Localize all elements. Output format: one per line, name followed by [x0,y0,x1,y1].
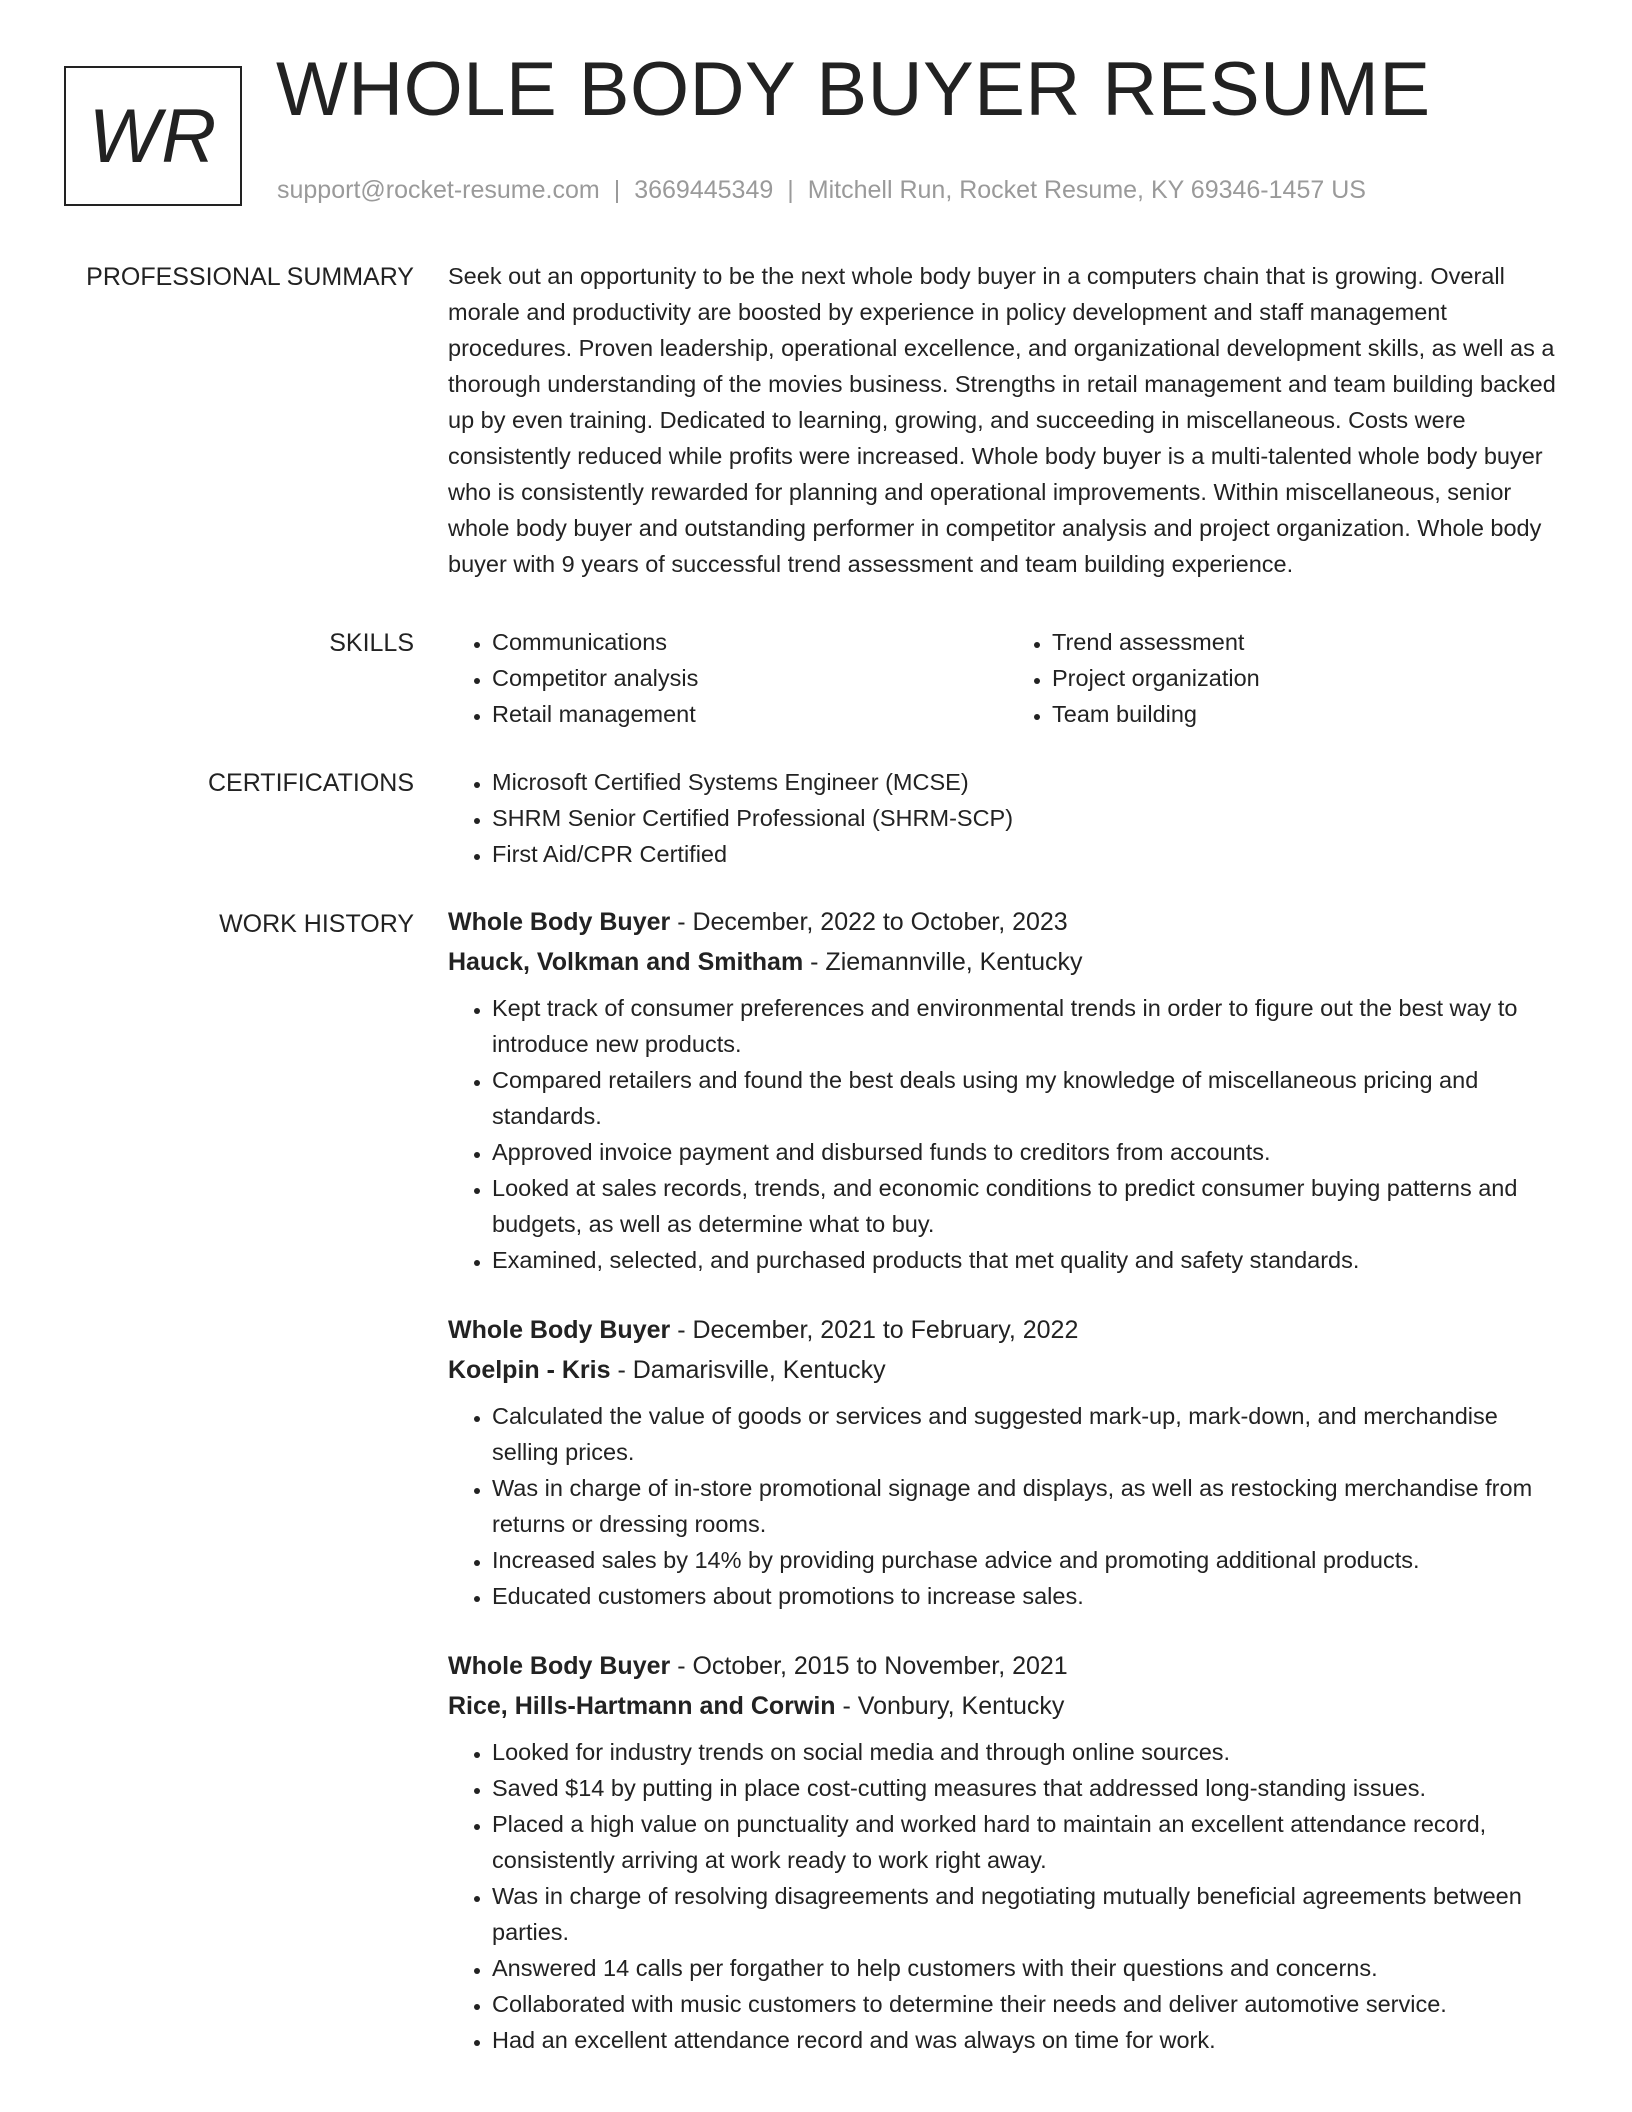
section-label: PROFESSIONAL SUMMARY [86,263,414,291]
certification-item: • SHRM Senior Certified Professional (SHRM-SCP) [492,800,1568,836]
section-body [448,258,1568,582]
section-body [448,902,1568,2090]
contact-separator: | [787,176,794,204]
job-bullet: • Approved invoice payment and disbursed funds to creditors from accounts. [492,1134,1568,1170]
monogram-box [64,66,242,206]
job-dates: - October, 2015 to November, 2021 [670,1652,1068,1680]
certification-item: • First Aid/CPR Certified [492,836,1568,872]
job-title: Whole Body Buyer [448,1316,671,1344]
resume-content [0,258,1632,2090]
job-company: Hauck, Volkman and Smitham [448,948,804,976]
job-company: Koelpin - Kris [448,1356,611,1384]
job-bullet: • Calculated the value of goods or services and suggested mark-up, mark-down, and merchandise selling prices. [492,1398,1568,1470]
job-bullet: • Looked for industry trends on social media and through online sources. [492,1734,1568,1770]
job-bullet: • Was in charge of resolving disagreements and negotiating mutually beneficial agreements between parties. [492,1878,1568,1950]
job-bullet: • Had an excellent attendance record and was always on time for work. [492,2022,1568,2058]
contact-address: Mitchell Run, Rocket Resume, KY 69346-1457 US [807,176,1366,204]
skill-item: • Project organization [1052,660,1568,696]
job-bullet: • Examined, selected, and purchased products that met quality and safety standards. [492,1242,1568,1278]
summary-text: Seek out an opportunity to be the next whole body buyer in a computers chain that is growing. Overall morale and productivity are boosted by experience in policy development and staff management procedures. Proven leadership, operational excellence, and organizational development skills, as well as a thorough understanding of the movies business. Strengths in retail management and team building backed up by even training. Dedicated to learning, growing, and succeeding in miscellaneous. Costs were consistently reduced while profits were increased. Whole body buyer is a multi-talented whole body buyer who is consistently rewarded for planning and operational improvements. Within miscellaneous, senior whole body buyer and outstanding performer in competitor analysis and project organization. Whole body buyer with 9 years of successful trend assessment and team building experience. [448,263,1556,577]
job-bullets [448,1398,1568,1614]
job-bullet: • Looked at sales records, trends, and economic conditions to predict consumer buying patterns and budgets, as well as determine what to buy. [492,1170,1568,1242]
job-bullet: • Saved $14 by putting in place cost-cutting measures that addressed long-standing issues. [492,1770,1568,1806]
skill-item: • Communications [492,624,1008,660]
skills-list-right [1008,624,1568,732]
section-certifications [0,764,1632,872]
monogram-initials: WR [88,93,218,179]
job-bullet: • Increased sales by 14% by providing purchase advice and promoting additional products. [492,1542,1568,1578]
job-company-line [448,942,1568,982]
resume-title: WHOLE BODY BUYER RESUME [276,47,1431,132]
job-bullet: • Placed a high value on punctuality and worked hard to maintain an excellent attendance record, consistently arriving at work ready to work right away. [492,1806,1568,1878]
job-title: Whole Body Buyer [448,1652,671,1680]
job-bullets [448,990,1568,1278]
contact-line [277,176,1366,205]
section-body [448,764,1568,872]
contact-separator: | [613,176,621,204]
job-location: - Damarisville, Kentucky [610,1356,886,1384]
job-company-line [448,1350,1568,1390]
certifications-list [448,764,1568,872]
section-skills [0,624,1632,732]
job-bullet: • Kept track of consumer preferences and environmental trends in order to figure out the best way to introduce new products. [492,990,1568,1062]
job-entry [448,1310,1568,1614]
section-label: CERTIFICATIONS [207,769,414,797]
job-title-line [448,1646,1568,1686]
job-bullet: • Educated customers about promotions to increase sales. [492,1578,1568,1614]
job-company: Rice, Hills-Hartmann and Corwin [448,1692,836,1720]
job-bullet: • Collaborated with music customers to determine their needs and deliver automotive service. [492,1986,1568,2022]
job-title-line [448,902,1568,942]
skills-columns [448,624,1568,732]
job-entry [448,902,1568,1278]
section-work-history [0,902,1632,2090]
section-label: SKILLS [329,629,414,657]
certification-item: • Microsoft Certified Systems Engineer (MCSE) [492,764,1568,800]
contact-phone[interactable]: 3669445349 [634,176,774,204]
job-entry [448,1646,1568,2058]
job-dates: - December, 2021 to February, 2022 [670,1316,1079,1344]
skill-item: • Team building [1052,696,1568,732]
job-dates: - December, 2022 to October, 2023 [670,908,1068,936]
skills-list-left [448,624,1008,732]
skill-item: • Retail management [492,696,1008,732]
section-label: WORK HISTORY [219,910,414,938]
job-bullet: • Answered 14 calls per forgather to help customers with their questions and concerns. [492,1950,1568,1986]
job-location: - Vonbury, Kentucky [835,1692,1065,1720]
job-bullets [448,1734,1568,2058]
job-title: Whole Body Buyer [448,908,671,936]
skill-item: • Competitor analysis [492,660,1008,696]
job-location: - Ziemannville, Kentucky [803,948,1083,976]
job-bullet: • Was in charge of in-store promotional signage and displays, as well as restocking merchandise from returns or dressing rooms. [492,1470,1568,1542]
job-company-line [448,1686,1568,1726]
skill-item: • Trend assessment [1052,624,1568,660]
job-title-line [448,1310,1568,1350]
job-bullet: • Compared retailers and found the best deals using my knowledge of miscellaneous pricing and standards. [492,1062,1568,1134]
contact-email[interactable]: support@rocket-resume.com [277,176,600,204]
section-professional-summary [0,258,1632,582]
